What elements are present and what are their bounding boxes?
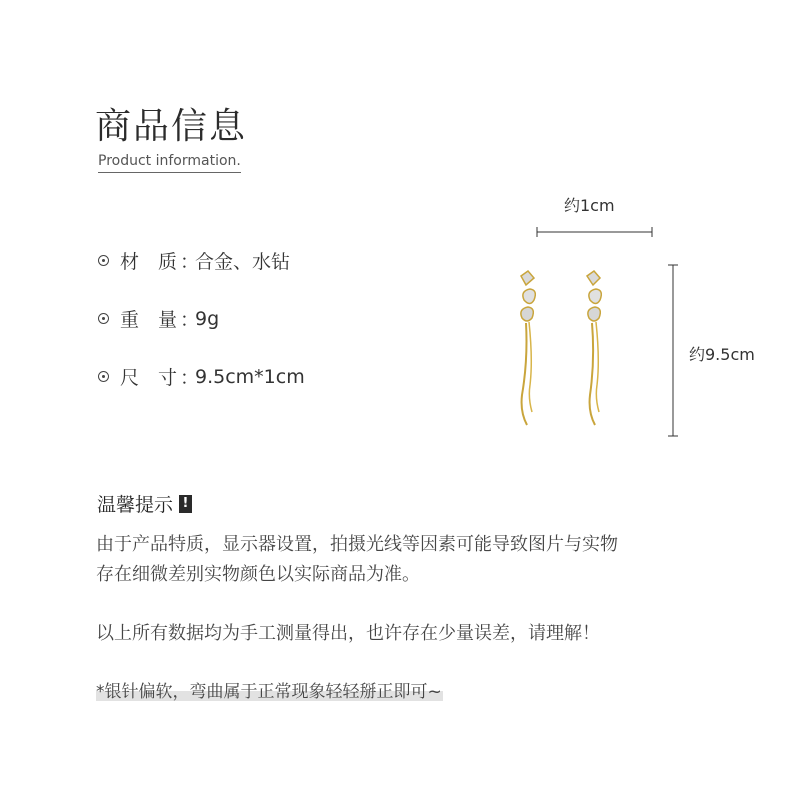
notice-line: 存在细微差别实物颜色以实际商品为准。 bbox=[96, 564, 420, 585]
width-dimension-line bbox=[537, 227, 652, 237]
spec-value: 9.5cm*1cm bbox=[195, 365, 305, 388]
height-dimension-line bbox=[668, 265, 678, 436]
notice-heading bbox=[97, 490, 192, 517]
width-dimension-label: 约1cm bbox=[564, 196, 615, 215]
notice-paragraph-1 bbox=[96, 530, 736, 590]
notice-paragraph-2: 以上所有数据均为手工测量得出，也许存在少量误差，请理解！ bbox=[96, 623, 600, 644]
spec-colon: ： bbox=[180, 251, 200, 273]
exclamation-icon: ! bbox=[179, 495, 192, 513]
left-earring bbox=[521, 271, 535, 425]
spec-label: 材 质 bbox=[120, 251, 178, 273]
page-title: 商品信息 bbox=[95, 106, 248, 147]
spec-colon: ： bbox=[180, 309, 200, 331]
spec-label: 尺 寸 bbox=[120, 367, 178, 389]
height-dimension-label: 约9.5cm bbox=[689, 345, 755, 364]
right-earring bbox=[587, 271, 601, 425]
page-subtitle: Product information. bbox=[98, 153, 241, 173]
spec-value: 9g bbox=[195, 307, 220, 330]
notice-title: 温馨提示 bbox=[97, 494, 174, 516]
spec-colon: ： bbox=[180, 367, 200, 389]
notice-line: 由于产品特质，显示器设置，拍摄光线等因素可能导致图片与实物 bbox=[96, 534, 618, 555]
notice-note: *银针偏软，弯曲属于正常现象轻轻掰正即可~ bbox=[96, 682, 442, 702]
spec-label: 重 量 bbox=[120, 309, 178, 331]
spec-value: 合金、水钻 bbox=[195, 251, 291, 273]
